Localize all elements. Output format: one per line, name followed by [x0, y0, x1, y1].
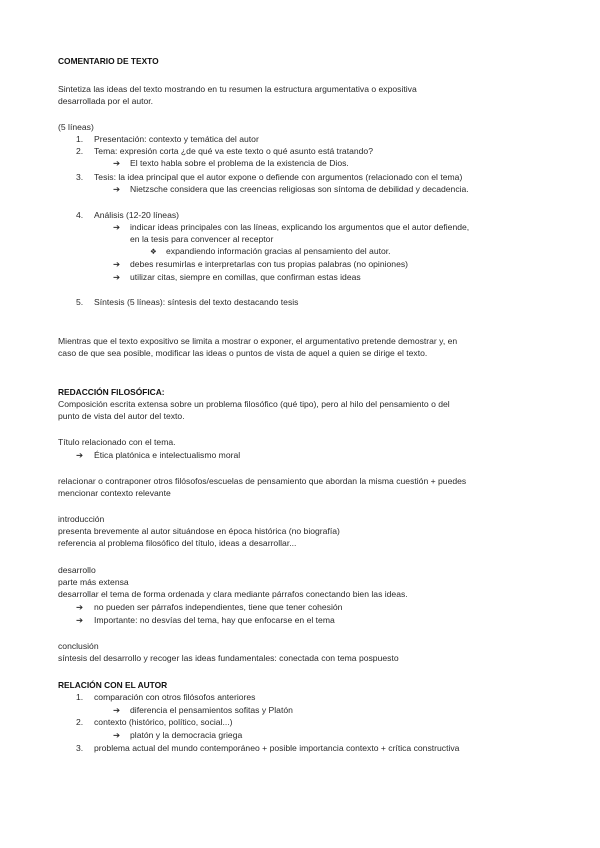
list-number: 2.	[76, 717, 84, 727]
list-number: 2.	[76, 146, 84, 156]
introduccion-line-2: referencia al problema filosófico del título, ideas a desarrollar...	[58, 538, 297, 548]
list-item-tema: Tema: expresión corta ¿de qué va este texto o qué asunto está tratando?	[94, 146, 373, 156]
introduccion-heading: introducción	[58, 514, 105, 524]
redaccion-desc-line-1: Composición escrita extensa sobre un problema filosófico (qué tipo), pero al hilo del pensamiento o del	[58, 399, 450, 409]
arrow-bullet-icon: ➔	[76, 602, 84, 612]
section-heading-relacion: RELACIÓN CON EL AUTOR	[58, 680, 168, 690]
arrow-bullet-icon: ➔	[113, 272, 121, 282]
diamond-bullet-icon: ❖	[150, 247, 157, 256]
introduccion-line-1: presenta brevemente al autor situándose en época histórica (no biografía)	[58, 526, 340, 536]
arrow-bullet-icon: ➔	[113, 259, 121, 269]
relacion-item-3: problema actual del mundo contemporáneo + posible importancia contexto + crítica constructiva	[94, 743, 460, 753]
desarrollo-sub-item-2: Importante: no desvías del tema, hay que enfocarse en el tema	[94, 615, 335, 625]
list-number: 3.	[76, 172, 84, 182]
arrow-bullet-icon: ➔	[113, 705, 121, 715]
list-item-sintesis: Síntesis (5 líneas): síntesis del texto destacando tesis	[94, 297, 299, 307]
arrow-bullet-icon: ➔	[113, 222, 121, 232]
list-number: 3.	[76, 743, 84, 753]
comentario-intro-line-2: desarrollada por el autor.	[58, 96, 154, 106]
conclusion-line-1: síntesis del desarrollo y recoger las ideas fundamentales: conectada con tema pospuesto	[58, 653, 399, 663]
subsub-item-analisis: expandiendo información gracias al pensamiento del autor.	[166, 246, 391, 256]
relacion-sub-item-1: diferencia el pensamientos sofitas y Platón	[130, 705, 293, 715]
arrow-bullet-icon: ➔	[113, 158, 121, 168]
comentario-intro-line-1: Sintetiza las ideas del texto mostrando en tu resumen la estructura argumentativa o expositiva	[58, 84, 417, 94]
sub-item-analisis-1-cont: en la tesis para convencer al receptor	[130, 234, 274, 244]
desarrollo-line-1: parte más extensa	[58, 577, 129, 587]
list-item-analisis: Análisis (12-20 líneas)	[94, 210, 180, 220]
relacionar-line-1: relacionar o contraponer otros filósofos/escuelas de pensamiento que abordan la misma cuestión + puedes	[58, 476, 467, 486]
arrow-bullet-icon: ➔	[76, 615, 84, 625]
list-number: 5.	[76, 297, 84, 307]
section-heading-comentario: COMENTARIO DE TEXTO	[58, 56, 159, 66]
arrow-bullet-icon: ➔	[113, 730, 121, 740]
section-heading-redaccion: REDACCIÓN FILOSÓFICA:	[58, 387, 165, 397]
sub-item-tesis: Nietzsche considera que las creencias religiosas son síntoma de debilidad y decadencia.	[130, 184, 469, 194]
relacion-item-1: comparación con otros filósofos anteriores	[94, 692, 256, 702]
list-number: 1.	[76, 692, 84, 702]
note-line-1: Mientras que el texto expositivo se limita a mostrar o exponer, el argumentativo pretende demostrar y, en	[58, 336, 458, 346]
sub-item-tema: El texto habla sobre el problema de la existencia de Dios.	[130, 158, 349, 168]
desarrollo-sub-item-1: no pueden ser párrafos independientes, tiene que tener cohesión	[94, 602, 343, 612]
list-item-presentacion: Presentación: contexto y temática del autor	[94, 134, 259, 144]
sub-item-analisis-1: indicar ideas principales con las líneas, explicando los argumentos que el autor defiende,	[130, 222, 470, 232]
arrow-bullet-icon: ➔	[76, 450, 84, 460]
conclusion-heading: conclusión	[58, 641, 99, 651]
sub-item-analisis-2: debes resumirlas e interpretarlas con tus propias palabras (no opiniones)	[130, 259, 409, 269]
relacion-sub-item-2: platón y la democracia griega	[130, 730, 243, 740]
lines-note: (5 líneas)	[58, 122, 94, 132]
note-line-2: caso de que sea posible, modificar las ideas o puntos de vista de aquel a quien se dirige el texto.	[58, 348, 428, 358]
relacionar-line-2: mencionar contexto relevante	[58, 488, 171, 498]
list-number: 4.	[76, 210, 84, 220]
desarrollo-line-2: desarrollar el tema de forma ordenada y clara mediante párrafos conectando bien las ideas.	[58, 589, 408, 599]
sub-item-analisis-3: utilizar citas, siempre en comillas, que confirman estas ideas	[130, 272, 361, 282]
list-number: 1.	[76, 134, 84, 144]
titulo-line: Título relacionado con el tema.	[58, 437, 176, 447]
desarrollo-heading: desarrollo	[58, 565, 96, 575]
titulo-sub-item: Ética platónica e intelectualismo moral	[94, 450, 241, 460]
redaccion-desc-line-2: punto de vista del autor del texto.	[58, 411, 185, 421]
relacion-item-2: contexto (histórico, político, social...)	[94, 717, 233, 727]
list-item-tesis: Tesis: la idea principal que el autor expone o defiende con argumentos (relacionado con el tema)	[94, 172, 463, 182]
arrow-bullet-icon: ➔	[113, 184, 121, 194]
